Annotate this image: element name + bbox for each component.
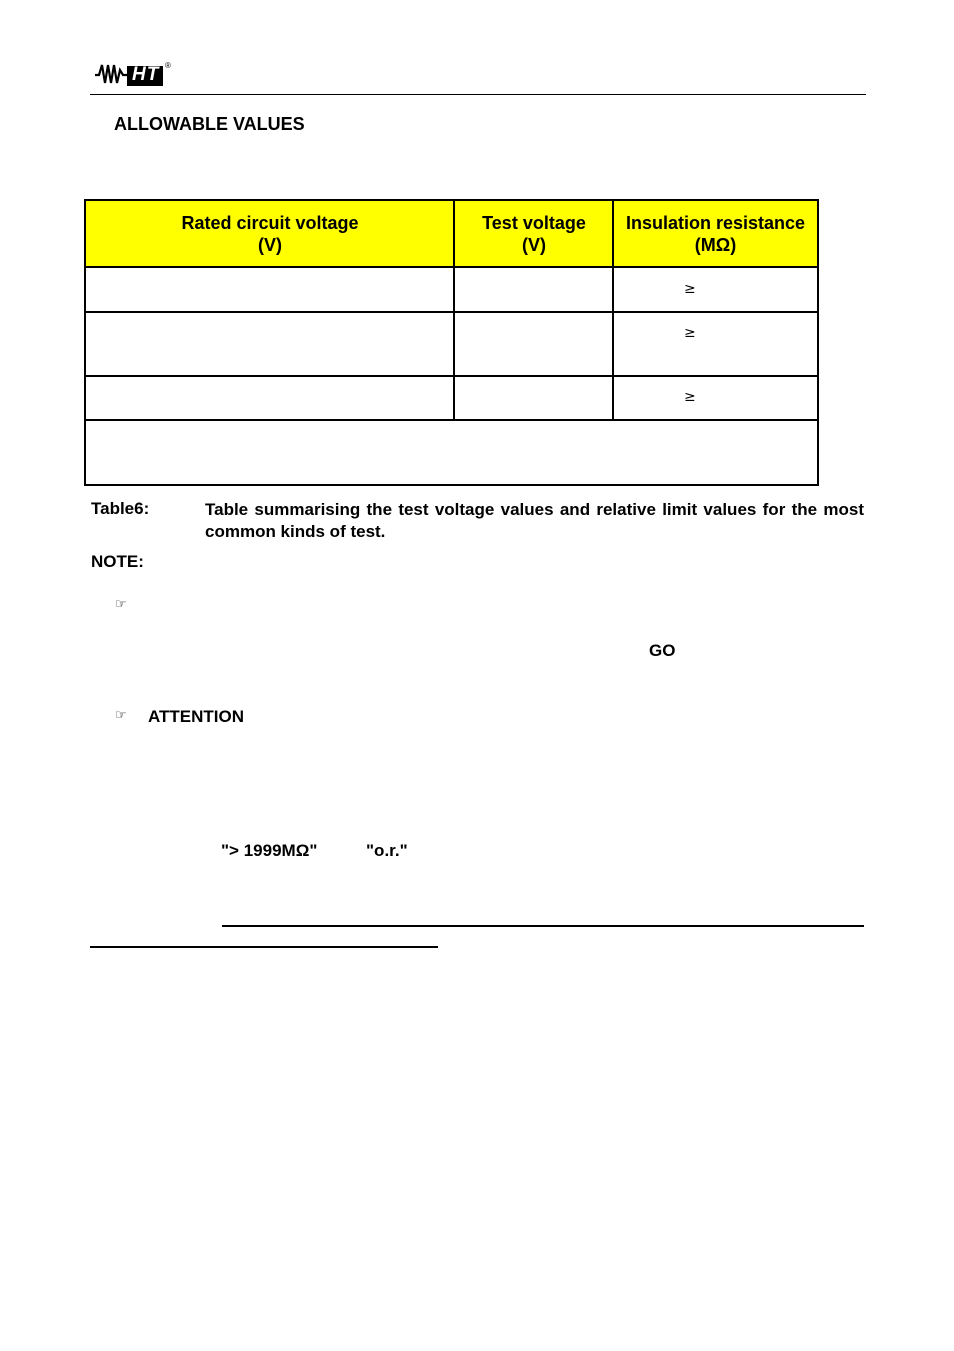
caption-label: Table6: bbox=[91, 499, 150, 518]
header-rated-voltage-line2: (V) bbox=[258, 235, 282, 255]
header-test-voltage bbox=[455, 201, 613, 267]
allowable-values-table bbox=[84, 199, 819, 487]
attention-label: ATTENTION bbox=[148, 707, 245, 726]
ht-logo bbox=[94, 61, 172, 88]
table-border-bottom bbox=[84, 484, 819, 486]
header-test-voltage-line2: (V) bbox=[522, 235, 546, 255]
logo-trademark: ® bbox=[165, 61, 171, 70]
table-border-left bbox=[84, 199, 86, 486]
pointing-hand-icon: ☞ bbox=[115, 597, 127, 612]
go-label: GO bbox=[649, 641, 676, 660]
table-col-divider-1 bbox=[453, 199, 455, 421]
header-rated-voltage-line1: Rated circuit voltage bbox=[181, 213, 359, 233]
header-insulation-resistance-line2: (MΩ) bbox=[694, 235, 737, 255]
header-rule bbox=[90, 94, 866, 95]
header-insulation-resistance bbox=[614, 201, 817, 267]
table-border-top bbox=[84, 199, 819, 201]
header-insulation-resistance-line1: Insulation resistance bbox=[625, 213, 806, 233]
underline-rule bbox=[222, 925, 864, 927]
logo-text: HT bbox=[132, 64, 160, 85]
display-value-out-of-range: "o.r." bbox=[366, 841, 408, 860]
caption-text: Table summarising the test voltage values and relative limit values for the most common kinds of test. bbox=[205, 500, 864, 541]
row1-limit-symbol: ≥ bbox=[684, 281, 696, 297]
table-border-right bbox=[817, 199, 819, 486]
display-value-over-1999: "> 1999MΩ" bbox=[221, 841, 318, 860]
table-rule-row1 bbox=[84, 311, 819, 313]
table-rule-header bbox=[84, 266, 819, 268]
row2-limit-symbol: ≥ bbox=[684, 325, 696, 341]
header-test-voltage-line1: Test voltage bbox=[482, 213, 586, 233]
underline-rule bbox=[90, 946, 438, 948]
pointing-hand-icon: ☞ bbox=[115, 708, 127, 723]
section-title: ALLOWABLE VALUES bbox=[114, 114, 305, 134]
note-label: NOTE: bbox=[91, 552, 144, 571]
row3-limit-symbol: ≥ bbox=[684, 389, 696, 405]
table-rule-row2 bbox=[84, 375, 819, 377]
table-col-divider-2 bbox=[612, 199, 614, 421]
table-rule-row3 bbox=[84, 419, 819, 421]
header-rated-voltage bbox=[86, 201, 454, 267]
